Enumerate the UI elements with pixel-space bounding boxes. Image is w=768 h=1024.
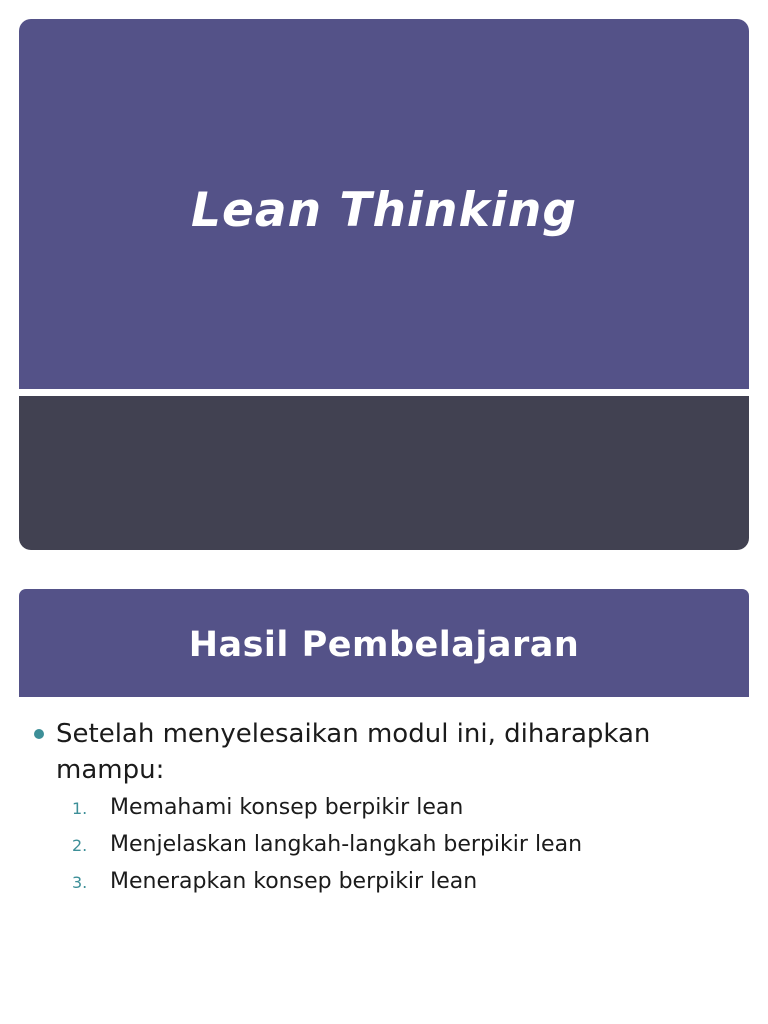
content-slide-header bbox=[19, 589, 749, 697]
list-item bbox=[72, 829, 732, 866]
list-item bbox=[72, 792, 732, 829]
list-item-text: Memahami konsep berpikir lean bbox=[110, 795, 464, 820]
list-item-number: 1. bbox=[72, 799, 88, 818]
list-item-number: 3. bbox=[72, 873, 88, 892]
bullet-text: Setelah menyelesaikan modul ini, diharapkan mampu: bbox=[56, 719, 651, 785]
title-slide bbox=[19, 19, 749, 550]
title-slide-bottom-band bbox=[19, 396, 749, 550]
list-item-number: 2. bbox=[72, 836, 88, 855]
title-slide-top-band bbox=[19, 19, 749, 389]
bullet-dot-icon bbox=[34, 729, 44, 739]
numbered-list bbox=[72, 792, 732, 903]
slide-title: Lean Thinking bbox=[191, 183, 577, 238]
list-item-text: Menjelaskan langkah-langkah berpikir lean bbox=[110, 832, 583, 857]
list-item-text: Menerapkan konsep berpikir lean bbox=[110, 869, 478, 894]
list-item bbox=[72, 866, 732, 903]
content-slide-title: Hasil Pembelajaran bbox=[188, 625, 580, 665]
